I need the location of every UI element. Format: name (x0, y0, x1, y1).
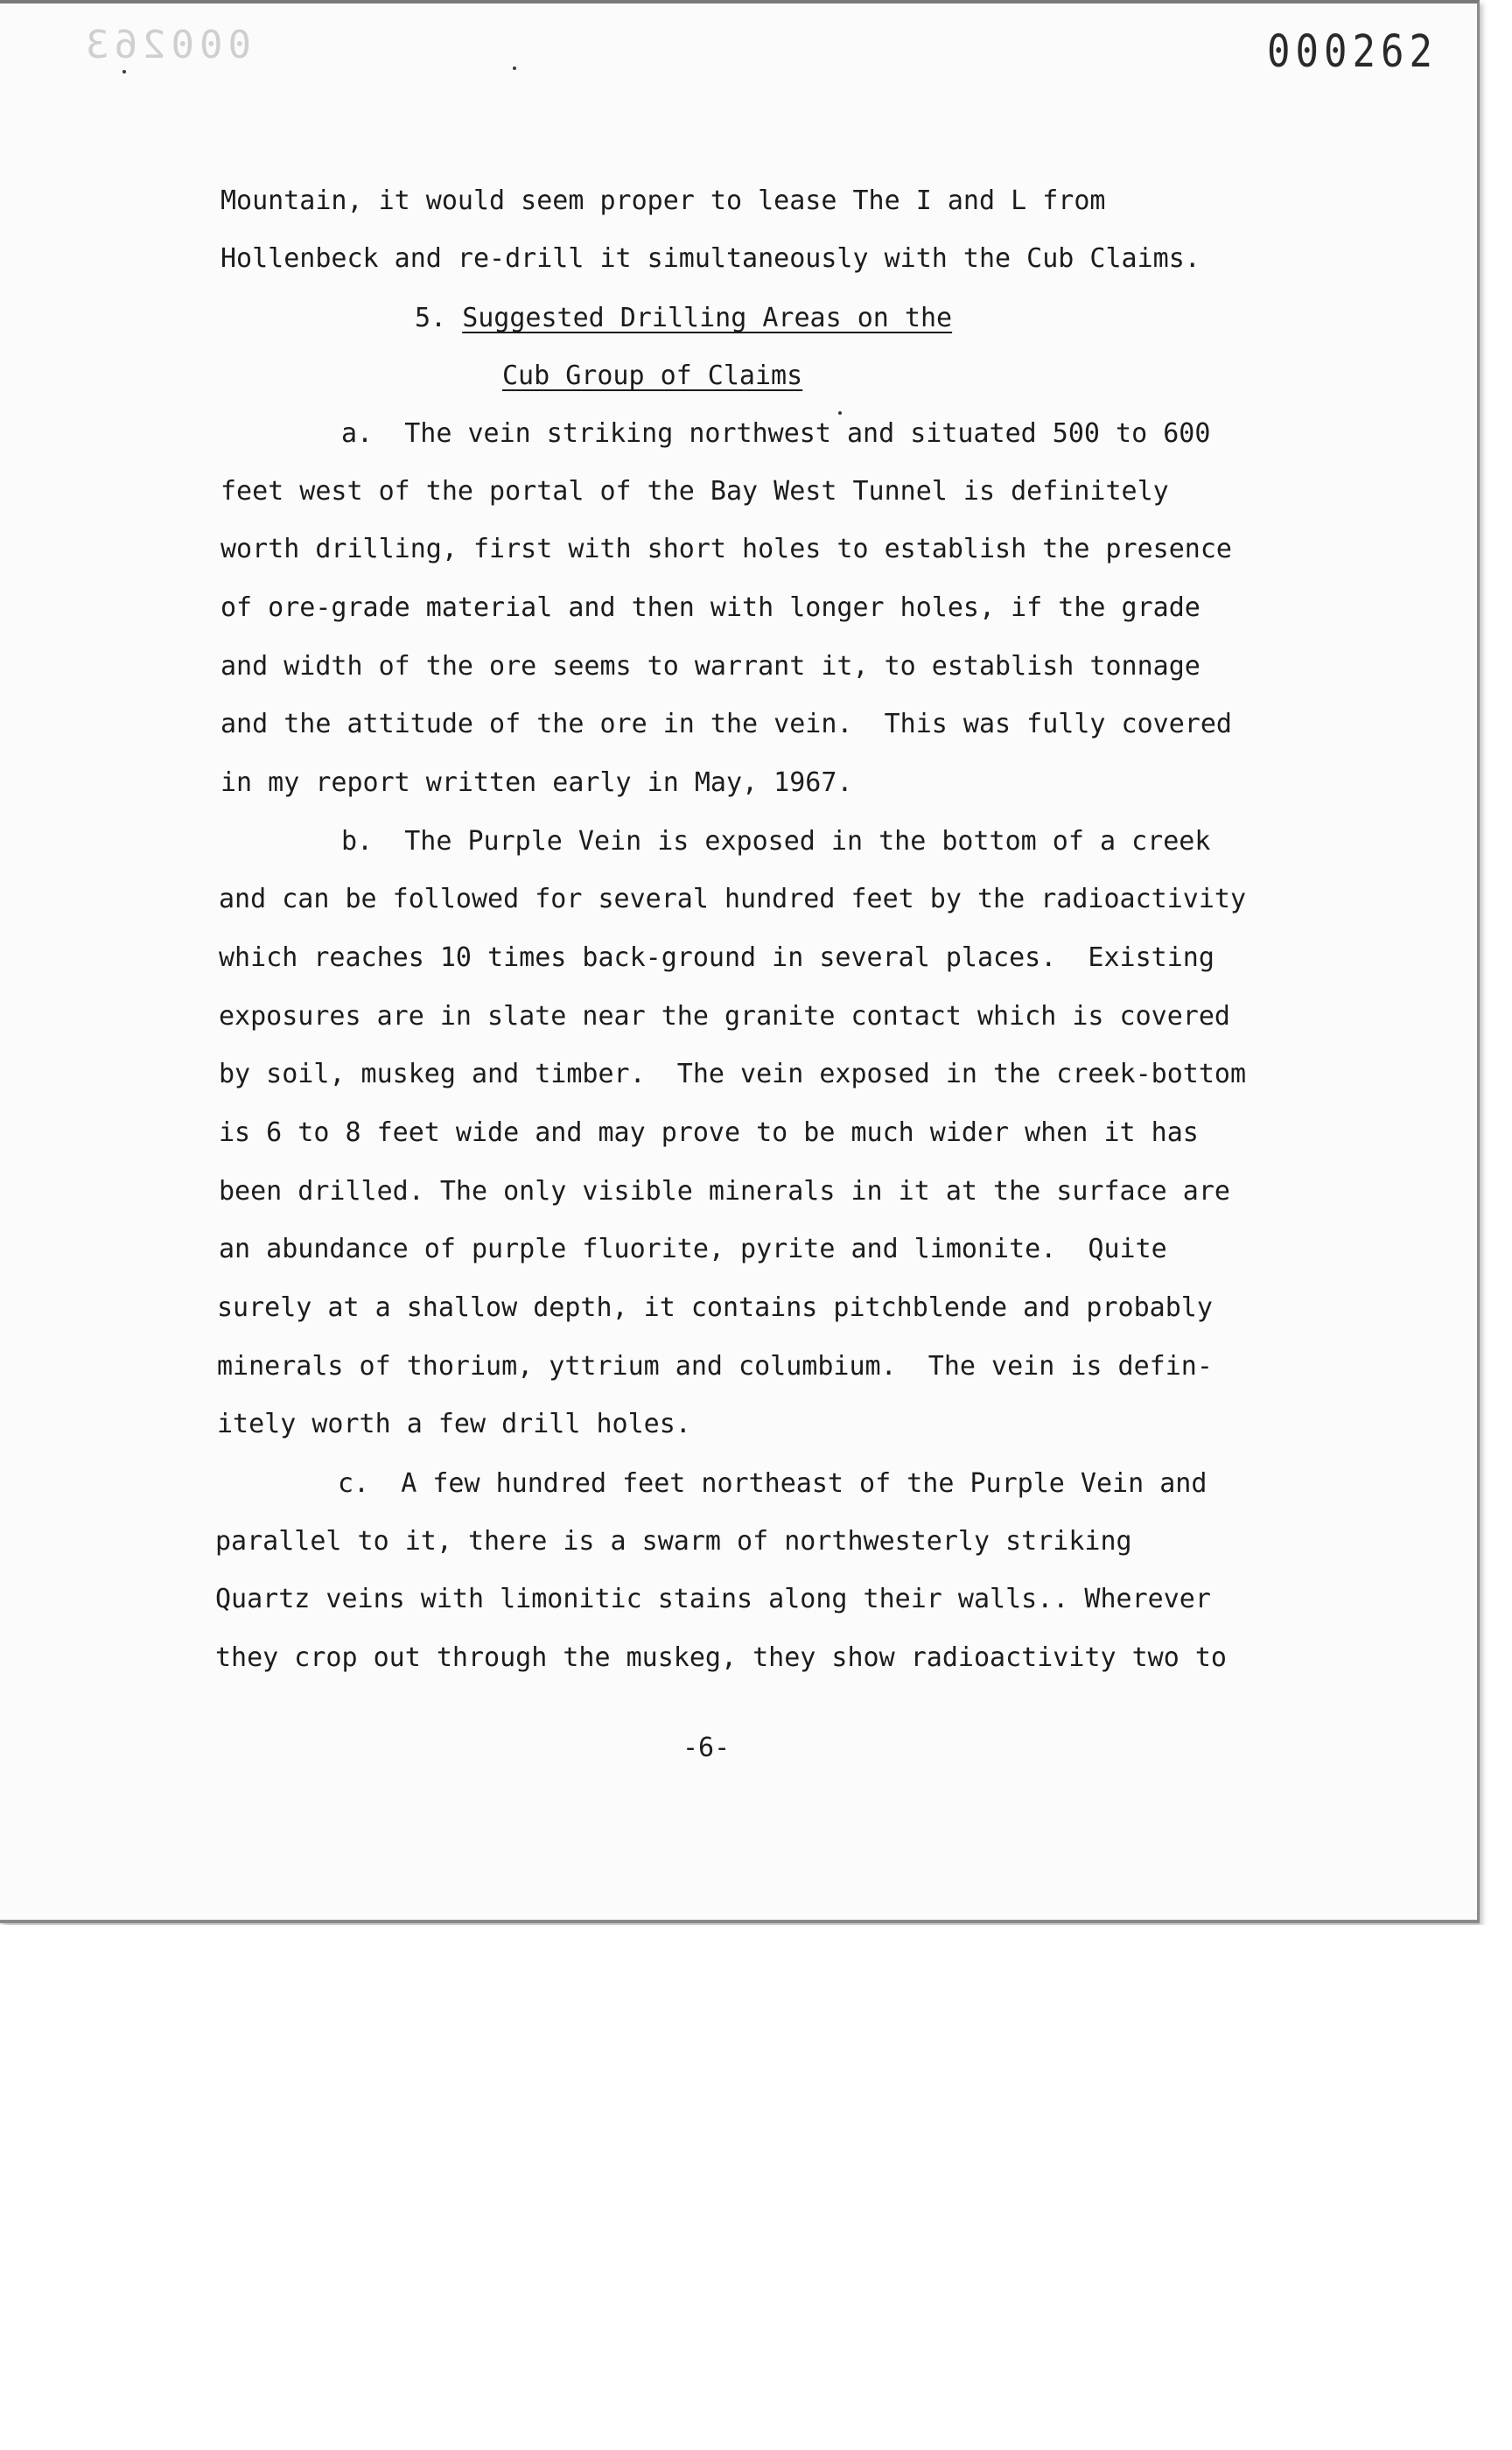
section-title: Suggested Drilling Areas on the (462, 303, 953, 333)
bleed-through-number: 000263 (80, 23, 251, 67)
paragraph-b-line: is 6 to 8 feet wide and may prove to be much wider when it has (219, 1117, 1199, 1148)
paragraph-b-line: b. The Purple Vein is exposed in the bottom of a creek (341, 826, 1211, 857)
paragraph-a-line: worth drilling, first with short holes to establish the presence (220, 534, 1232, 564)
paragraph-a-line: and the attitude of the ore in the vein. This was fully covered (220, 709, 1232, 739)
paragraph-a-line: in my report written early in May, 1967. (220, 767, 853, 798)
intro-line: Hollenbeck and re-drill it simultaneously with the Cub Claims. (220, 243, 1200, 274)
paragraph-b-line: surely at a shallow depth, it contains pitchblende and probably (217, 1292, 1213, 1323)
paragraph-c-line: they crop out through the muskeg, they show radioactivity two to (215, 1642, 1227, 1673)
section-heading-line-1 (415, 303, 952, 334)
paragraph-a-line: of ore-grade material and then with longer holes, if the grade (220, 592, 1200, 623)
page-number: -6- (682, 1732, 731, 1763)
paragraph-b-line: an abundance of purple fluorite, pyrite and limonite. Quite (219, 1234, 1167, 1264)
document-number: 000262 (1267, 26, 1438, 78)
paragraph-b-line: and can be followed for several hundred feet by the radioactivity (219, 884, 1246, 914)
paragraph-b-line: by soil, muskeg and timber. The vein exposed in the creek-bottom (219, 1059, 1246, 1089)
paragraph-a-line: a. The vein striking northwest and situated 500 to 600 (341, 418, 1211, 449)
blank-scan-area (0, 1925, 1512, 2450)
paragraph-c-line: parallel to it, there is a swarm of northwesterly striking (215, 1526, 1132, 1557)
scan-speck (122, 70, 126, 74)
paragraph-b-line: been drilled. The only visible minerals in it at the surface are (219, 1176, 1230, 1207)
paragraph-c-line: c. A few hundred feet northeast of the Purple Vein and (338, 1468, 1208, 1499)
paragraph-b-line: itely worth a few drill holes. (217, 1409, 691, 1439)
section-number: 5. (415, 303, 447, 333)
scan-speck (513, 66, 516, 70)
paragraph-b-line: which reaches 10 times back-ground in several places. Existing (219, 942, 1214, 973)
intro-line: Mountain, it would seem proper to lease The I and L from (220, 186, 1106, 216)
paragraph-b-line: minerals of thorium, yttrium and columbium. The vein is defin- (217, 1351, 1213, 1382)
scan-speck (838, 411, 842, 415)
section-heading-line-2: Cub Group of Claims (502, 360, 803, 391)
paragraph-a-line: feet west of the portal of the Bay West Tunnel is definitely (220, 476, 1169, 507)
paragraph-c-line: Quartz veins with limonitic stains along their walls.. Wherever (215, 1584, 1211, 1614)
paragraph-b-line: exposures are in slate near the granite contact which is covered (219, 1001, 1230, 1032)
paragraph-a-line: and width of the ore seems to warrant it, to establish tonnage (220, 651, 1200, 682)
